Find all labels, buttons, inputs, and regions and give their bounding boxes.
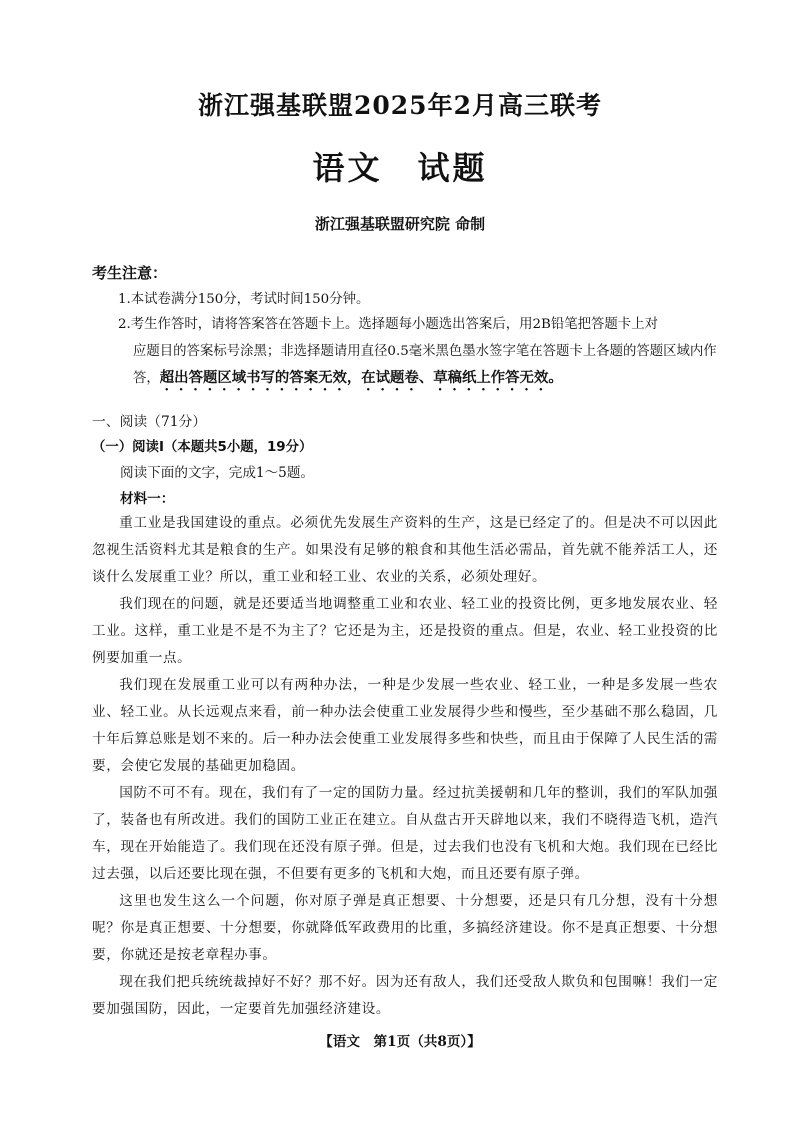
paragraph: 我们现在的问题，就是还要适当地调整重工业和农业、轻工业的投资比例，更多地发展农业、轻工业。这样，重工业是不是不为主了？它还是为主，还是投资的重点。但是，农业、轻工业投资的比例要加重一点。 — [92, 596, 718, 666]
notice-item-continuation — [118, 338, 718, 394]
page-footer: 【语文 第1页（共8页）】 — [319, 1034, 481, 1050]
notice-item-text: 考生作答时，请将答案答在答题卡上。选择题每小题选出答案后，用2B铅笔把答题卡上对 — [130, 317, 658, 332]
paragraph: 现在我们把兵统统裁掉好不好？那不好。因为还有敌人，我们还受敌人欺负和包围嘛！我们一定要加强国防，因此，一定要首先加强经济建设。 — [92, 974, 718, 1017]
notice-item-1 — [118, 286, 718, 313]
subject-title: 语文 试题 — [312, 149, 488, 187]
exam-title: 浙江强基联盟2025年2月高三联考 — [198, 91, 602, 120]
notice-item-text: 本试卷满分150分，考试时间150分钟。 — [130, 292, 370, 307]
notice-item-text-rest: 应题目的答案标号涂黑；非选择题请用直径0.5毫米黑色墨水签字笔在答题卡上各题的答题区域内作答， — [133, 344, 717, 386]
reading-passage — [92, 510, 718, 1023]
paragraph: 国防不可不有。现在，我们有了一定的国防力量。经过抗美援朝和几年的整训，我们的军队加强了，装备也有所改进。我们的国防工业正在建立。自从盘古开天辟地以来，我们不晓得造飞机，造汽车，现在开始能造了。我们现在还没有原子弹。但是，过去我们也没有飞机和大炮。我们现在已经比过去强，以后还要比现在强，不但要有更多的飞机和大炮，而且还要有原子弹。 — [92, 785, 718, 882]
paragraph: 这里也发生这么一个问题，你对原子弹是真正想要、十分想要，还是只有几分想，没有十分想呢？你是真正想要、十分想要，你就降低军政费用的比重，多搞经济建设。你不是真正想要、十分想要，你就还是按老章程办事。 — [92, 893, 718, 963]
paragraph: 重工业是我国建设的重点。必须优先发展生产资料的生产，这是已经定了的。但是决不可以因此忽视生活资料尤其是粮食的生产。如果没有足够的粮食和其他生活必需品，首先就不能养活工人，还谈什么发展重工业？所以，重工业和轻工业、农业的关系，必须处理好。 — [92, 515, 718, 585]
material-label: 材料一： — [120, 491, 175, 507]
reading-instruction: 阅读下面的文字，完成1～5题。 — [120, 465, 315, 481]
exam-maker: 浙江强基联盟研究院 命制 — [314, 215, 486, 233]
section-heading: 一、阅读（71分） — [92, 414, 207, 430]
notice-item-number: 1. — [118, 292, 131, 307]
notice-item-2 — [118, 311, 718, 394]
notice-item-number: 2. — [118, 317, 131, 332]
notice-emphasis: 超出答题区域书写的答案无效，在试题卷、草稿纸上作答无效。 — [159, 370, 563, 386]
notice-title: 考生注意： — [92, 264, 168, 282]
subsection-heading: （一）阅读Ⅰ（本题共5小题，19分） — [92, 440, 313, 455]
paragraph: 我们现在发展重工业可以有两种办法，一种是少发展一些农业、轻工业，一种是多发展一些农业、轻工业。从长远观点来看，前一种办法会使重工业发展得少些和慢些，至少基础不那么稳固，几十年后算总账是划不来的。后一种办法会使重工业发展得多些和快些，而且由于保障了人民生活的需要，会使它发展的基础更加稳固。 — [92, 677, 718, 774]
